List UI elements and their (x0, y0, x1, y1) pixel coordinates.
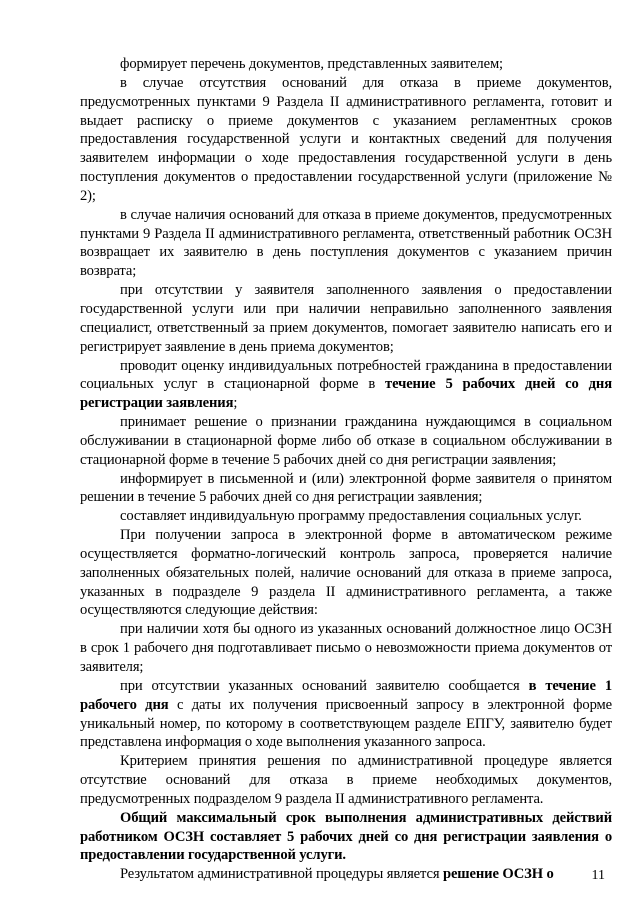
paragraph (80, 470, 612, 508)
text-run: формирует перечень документов, представленных заявителем; (120, 56, 503, 72)
paragraph (80, 620, 612, 677)
text-run: при наличии хотя бы одного из указанных оснований должностное лицо ОСЗН в срок 1 рабочего дня подготавливает письмо о невозможности приема документов от заявителя; (80, 621, 612, 675)
bold-text: течение 5 рабочих дней со дня регистрации заявления (80, 376, 612, 412)
paragraph (80, 413, 612, 470)
text-run: при отсутствии у заявителя заполненного заявления о предоставлении государственной услуги или при наличии неправильно заполненного заявления специалист, ответственный за прием документов, помогает заявителю написать его и регистрирует заявление в день приема документов; (80, 282, 612, 355)
text-run: в случае наличия оснований для отказа в приеме документов, предусмотренных пунктами 9 Раздела II административного регламента, ответственный работник ОСЗН возвращает их заявителю в день поступления документов с указанием причин возврата; (80, 206, 612, 280)
text-run: Критерием принятия решения по административной процедуре является отсутствие оснований для отказа в приеме необходимых документов, предусмотренных подразделом 9 раздела II административного регламента. (80, 753, 612, 807)
paragraph (80, 507, 612, 526)
bold-text: Общий максимальный срок выполнения административных действий работником ОСЗН составляет 5 рабочих дней со дня регистрации заявления о предоставлении государственной услуги. (80, 809, 612, 864)
text-run: ; (233, 395, 238, 412)
page-body (80, 55, 612, 884)
text-run: Результатом административной процедуры является (120, 866, 443, 883)
paragraph (80, 206, 612, 281)
text-run: принимает решение о признании гражданина нуждающимся в социальном обслуживании в стационарной форме либо об отказе в социальном обслуживании в стационарной форме в течение 5 рабочих дней со дня регистрации заявления; (80, 414, 612, 468)
text-run: проводит оценку индивидуальных потребностей гражданина в предоставлении социальных услуг в стационарной форме в (80, 357, 612, 393)
paragraph (80, 357, 612, 414)
text-run: с даты их получения присвоенный запросу в электронной форме уникальный номер, по которому в соответствующем разделе ЕПГУ, заявителю будет представлена информация о ходе выполнения указанного запроса. (80, 696, 612, 751)
bold-text: решение ОСЗН о (442, 866, 554, 883)
text-run: в случае отсутствия оснований для отказа в приеме документов, предусмотренных пунктами 9 Раздела II административного регламента, готовит и выдает расписку о приеме документов с указанием регламентных сроков предоставления государственной услуги и контактных сведений для получения заявителем информации о ходе предоставления государственной услуги в день поступления документов о предоставлении государственной услуги (приложение № 2); (80, 74, 612, 204)
bold-text: в течение 1 рабочего дня (80, 677, 612, 713)
paragraph (80, 752, 612, 809)
paragraph (80, 677, 612, 752)
page-number: 11 (591, 868, 605, 883)
paragraph (80, 55, 612, 74)
text-run: при отсутствии указанных оснований заявителю сообщается (120, 677, 529, 694)
paragraph (80, 809, 612, 866)
paragraph (80, 526, 612, 620)
paragraph (80, 865, 612, 884)
paragraph (80, 281, 612, 356)
text-run: составляет индивидуальную программу предоставления социальных услуг. (120, 508, 582, 525)
text-run: При получении запроса в электронной форме в автоматическом режиме осуществляется форматно-логический контроль запроса, проверяется наличие заполненных обязательных полей, наличие оснований для отказа в приеме запроса, указанных в подразделе 9 раздела II административного регламента, а также осуществляются следующие действия: (80, 527, 612, 619)
paragraph (80, 74, 612, 206)
text-run: информирует в письменной и (или) электронной форме заявителя о принятом решении в течение 5 рабочих дней со дня регистрации заявления; (80, 470, 612, 506)
